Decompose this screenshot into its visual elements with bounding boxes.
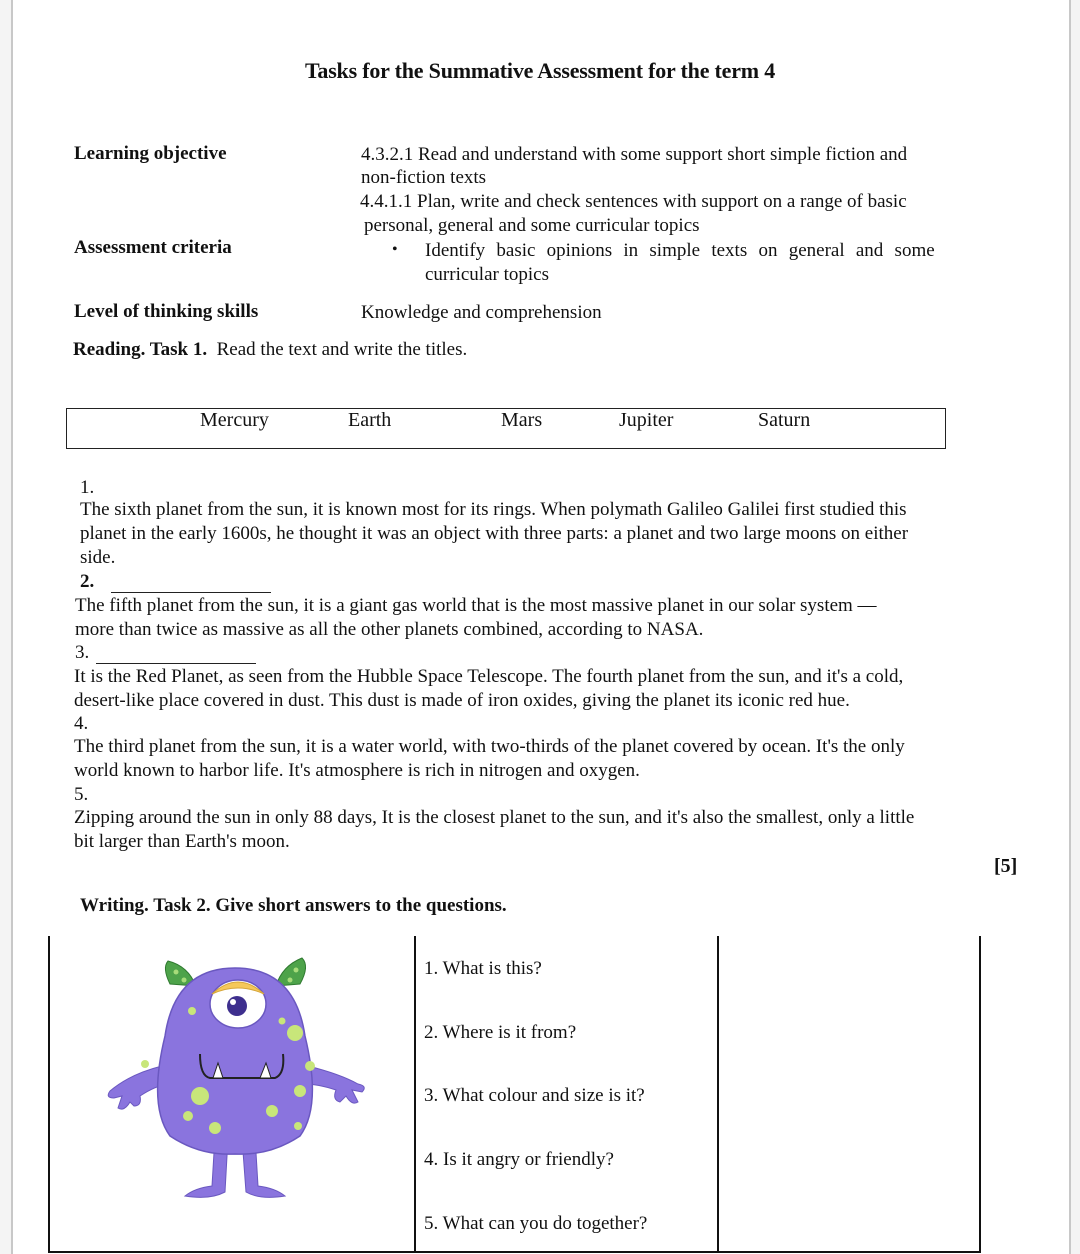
- question-3: 3. What colour and size is it?: [424, 1085, 645, 1106]
- reading-task-instruction: Read the text and write the titles.: [216, 339, 468, 360]
- item-2-answer-blank[interactable]: [111, 578, 271, 593]
- item-4-line-2: world known to harbor life. It's atmosphere is rich in nitrogen and oxygen.: [74, 760, 640, 781]
- learning-objective-line-1: 4.3.2.1 Read and understand with some support short simple fiction and: [361, 144, 908, 165]
- word-bank-earth: Earth: [348, 409, 392, 431]
- answer-cell-5[interactable]: [720, 1188, 978, 1251]
- item-1-line-2: planet in the early 1600s, he thought it was an object with three parts: a planet and two large moons on either: [80, 523, 909, 544]
- item-3-answer-blank[interactable]: [96, 649, 256, 664]
- item-3-line-2: desert-like place covered in dust. This dust is made of iron oxides, giving the planet its iconic red hue.: [74, 690, 850, 711]
- item-5-line-1: Zipping around the sun in only 88 days, It is the closest planet to the sun, and it's also the smallest, only a little: [74, 807, 915, 828]
- item-5-line-2: bit larger than Earth's moon.: [74, 831, 290, 852]
- word-bank-jupiter: Jupiter: [619, 409, 674, 431]
- page-title: Tasks for the Summative Assessment for the term 4: [304, 58, 776, 83]
- item-3-line-1: It is the Red Planet, as seen from the Hubble Space Telescope. The fourth planet from the sun, and it's a cold,: [74, 666, 904, 687]
- monster-illustration: [100, 956, 370, 1201]
- thinking-skills-label: Level of thinking skills: [74, 301, 259, 322]
- learning-objective-label: Learning objective: [74, 143, 227, 164]
- assessment-criteria-line-1: Identify basic opinions in simple texts on general and some: [425, 240, 935, 261]
- answer-cell-4[interactable]: [720, 1125, 978, 1188]
- assessment-criteria-label: Assessment criteria: [74, 237, 232, 258]
- question-2: 2. Where is it from?: [424, 1022, 577, 1043]
- marks-badge: [5]: [994, 855, 1018, 877]
- word-bank-saturn: Saturn: [758, 409, 811, 431]
- learning-objective-line-4: personal, general and some curricular topics: [364, 215, 700, 236]
- question-1: 1. What is this?: [424, 958, 542, 979]
- item-2-number: 2.: [80, 571, 95, 592]
- item-1-line-3: side.: [80, 547, 116, 568]
- reading-task-heading: [73, 339, 467, 361]
- column-divider: [414, 936, 416, 1251]
- question-4: 4. Is it angry or friendly?: [424, 1149, 614, 1170]
- item-3-number: 3.: [75, 642, 90, 663]
- item-4-line-1: The third planet from the sun, it is a water world, with two-thirds of the planet covered by ocean. It's the only: [74, 736, 905, 757]
- reading-task-label: Reading. Task 1.: [73, 339, 208, 360]
- item-5-number: 5.: [74, 784, 89, 805]
- learning-objective-line-3: 4.4.1.1 Plan, write and check sentences with support on a range of basic: [360, 191, 907, 212]
- item-2-line-2: more than twice as massive as all the other planets combined, according to NASA.: [75, 619, 704, 640]
- word-bank-mars: Mars: [501, 409, 543, 431]
- answer-cell-3[interactable]: [720, 1062, 978, 1125]
- assessment-criteria-line-2: curricular topics: [425, 264, 549, 285]
- column-divider: [717, 936, 719, 1251]
- word-bank-mercury: Mercury: [200, 409, 269, 431]
- question-5: 5. What can you do together?: [424, 1213, 648, 1234]
- item-1-number: 1.: [80, 477, 95, 498]
- bullet-icon: •: [392, 241, 398, 258]
- word-bank-box: [66, 408, 946, 449]
- answer-cell-1[interactable]: [720, 936, 978, 999]
- item-2-line-1: The fifth planet from the sun, it is a giant gas world that is the most massive planet in our solar system —: [75, 595, 877, 616]
- learning-objective-line-2: non-fiction texts: [361, 167, 487, 188]
- thinking-skills-value: Knowledge and comprehension: [361, 302, 602, 323]
- answer-cell-2[interactable]: [720, 999, 978, 1062]
- item-4-number: 4.: [74, 713, 89, 734]
- writing-task-heading: Writing. Task 2. Give short answers to the questions.: [80, 895, 507, 916]
- item-1-line-1: The sixth planet from the sun, it is known most for its rings. When polymath Galileo Galilei first studied this: [80, 499, 907, 520]
- writing-answers-table: [48, 936, 981, 1253]
